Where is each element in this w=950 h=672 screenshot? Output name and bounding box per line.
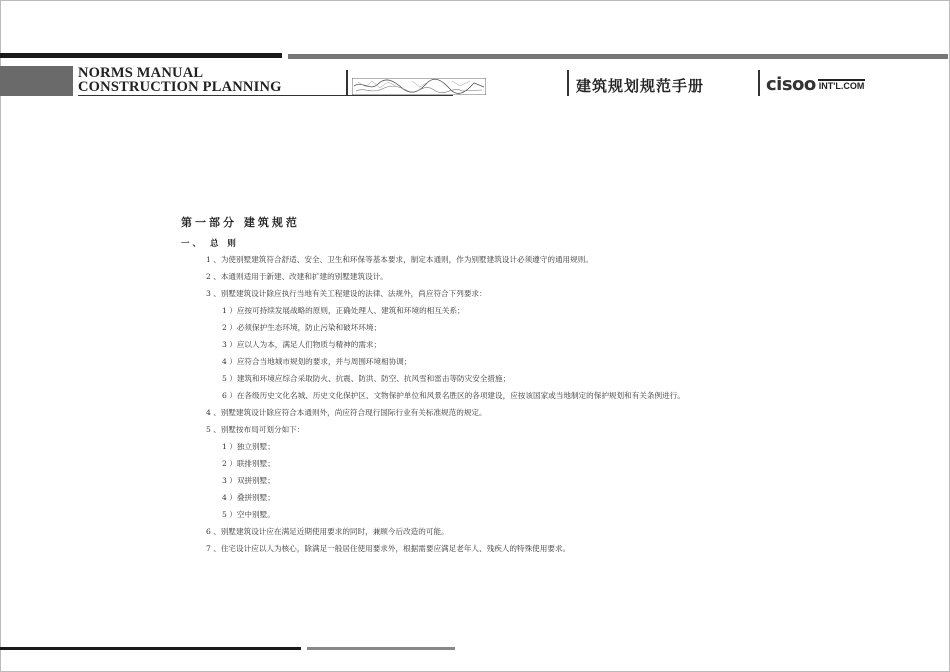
list-item: 3 ）应以人为本，满足人们物质与精神的需求； xyxy=(222,340,382,349)
list-item: 5 、别墅按布局可划分如下： xyxy=(206,425,305,434)
list-item: 5 ）空中别墅。 xyxy=(222,510,275,519)
header-divider-1 xyxy=(346,70,348,96)
list-item: 6 、别墅建筑设计应在满足近期使用要求的同时，兼顾今后改造的可能。 xyxy=(206,527,449,536)
list-item: 2 、本通则适用于新建、改建和扩建的别墅建筑设计。 xyxy=(206,272,388,281)
list-item: 4 、别墅建筑设计除应符合本通则外，尚应符合现行国际行业有关标准规范的规定。 xyxy=(206,408,487,417)
header-en-line1: NORMS MANUAL xyxy=(78,65,204,81)
list-item: 3 、别墅建筑设计除应执行当地有关工程建设的法律、法规外，尚应符合下列要求： xyxy=(206,289,487,298)
list-item: 1 、为使别墅建筑符合舒适、安全、卫生和环保等基本要求，制定本通则，作为别墅建筑设计必须遵守的通用规则。 xyxy=(206,255,593,264)
list-item: 7 、住宅设计应以人为核心，除满足一般居住使用要求外，根据需要应满足老年人、残疾人的特殊使用要求。 xyxy=(206,544,571,553)
header-gray-block xyxy=(0,66,73,96)
bottom-bar-black xyxy=(0,647,301,650)
list-item: 3 ）双拼别墅； xyxy=(222,476,275,485)
header-divider-2 xyxy=(567,70,569,96)
list-item: 6 ）在各级历史文化名城、历史文化保护区、文物保护单位和风景名胜区的各项建设，应按该国家或当地制定的保护规划和有关条例进行。 xyxy=(222,391,685,400)
manual-title-chinese: 建筑规划规范手册 xyxy=(576,77,705,95)
list-item: 1 ）独立别墅； xyxy=(222,442,275,451)
header-divider-3 xyxy=(758,70,760,96)
list-item: 2 ）必须保护生态环境，防止污染和破坏环境； xyxy=(222,323,382,332)
list-item: 2 ）联排别墅； xyxy=(222,459,275,468)
list-item: 4 ）应符合当地城市规划的要求，并与周围环境相协调； xyxy=(222,357,412,366)
logo-text: cisoo xyxy=(766,74,816,95)
list-item: 1 ）应按可持续发展战略的原则，正确处理人、建筑和环境的相互关系； xyxy=(222,306,465,315)
section-title: 第一部分 建筑规范 xyxy=(181,216,300,229)
bottom-bar-gray xyxy=(307,647,455,650)
cisoo-logo xyxy=(766,74,865,94)
header-underline xyxy=(78,95,453,96)
list-item: 4 ）叠拼别墅； xyxy=(222,493,275,502)
top-bar-gray xyxy=(288,54,948,59)
list-item: 5 ）建筑和环境应综合采取防火、抗震、防洪、防空、抗风雪和雷击等防灾安全措施； xyxy=(222,374,511,383)
header-en-line2: CONSTRUCTION PLANNING xyxy=(78,79,282,95)
section-subtitle: 一、 总 则 xyxy=(181,239,239,249)
map-pattern-icon xyxy=(352,78,486,95)
logo-suffix: INT'L.COM xyxy=(818,80,865,91)
header-english-title xyxy=(78,66,282,94)
top-bar-black xyxy=(0,53,282,58)
